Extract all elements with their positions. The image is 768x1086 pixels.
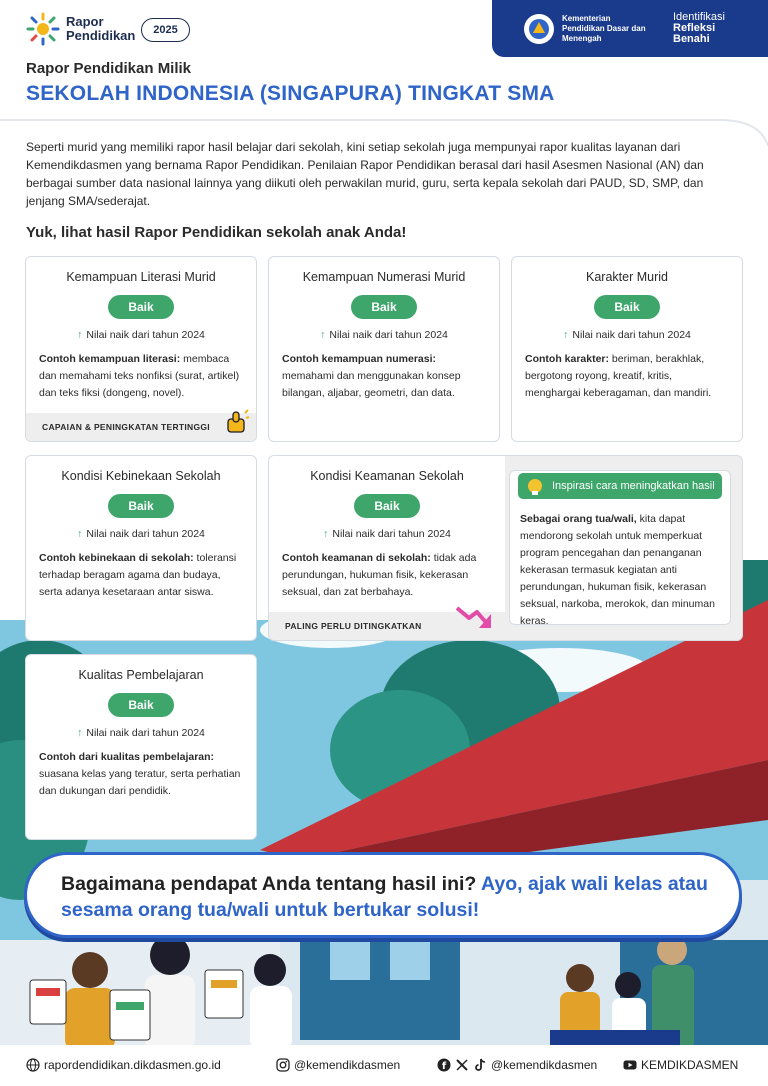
sun-logo-icon <box>26 12 60 46</box>
page-subtitle: Rapor Pendidikan Milik <box>26 60 192 77</box>
status-badge: Baik <box>354 494 420 518</box>
trend-text <box>26 329 256 341</box>
youtube-icon <box>623 1058 637 1072</box>
arrow-up-icon: ↑ <box>563 329 569 341</box>
instagram-icon <box>276 1058 290 1072</box>
ministry-emblem-icon <box>524 14 554 44</box>
instagram-label: @kemendikdasmen <box>294 1058 401 1072</box>
ministry-banner <box>492 0 768 57</box>
tip-body <box>520 511 722 630</box>
card-title: Karakter Murid <box>586 270 668 284</box>
trend-label: Nilai naik dari tahun 2024 <box>86 329 205 341</box>
status-badge: Baik <box>594 295 660 319</box>
status-badge: Baik <box>108 693 174 717</box>
trend-label: Nilai naik dari tahun 2024 <box>86 727 205 739</box>
desc-text: tidak ada perundungan, hukuman fisik, kekerasan seksual, dan zat berbahaya. <box>282 552 477 598</box>
status-badge: Baik <box>351 295 417 319</box>
ministry-line1: Kementerian <box>562 13 611 23</box>
footer-bar <box>0 1045 768 1086</box>
desc-bold: Contoh karakter: <box>525 353 610 365</box>
desc-text: membaca dan memahami teks nonfiksi (surat, artikel) dan teks fiksi (dongeng, novel). <box>39 353 240 399</box>
card-title: Kemampuan Numerasi Murid <box>302 270 466 284</box>
rapor-pendidikan-logo <box>26 12 135 46</box>
tip-box <box>509 470 731 625</box>
thumbs-up-icon <box>224 409 250 433</box>
facebook-icon <box>437 1058 451 1072</box>
arrow-up-icon: ↑ <box>77 329 83 341</box>
prompt-lead: Bagaimana pendapat Anda tentang hasil ini? <box>61 873 482 895</box>
youtube-label: KEMDIKDASMEN <box>641 1058 739 1072</box>
trend-text <box>512 329 742 341</box>
card-karakter <box>511 256 743 442</box>
card-description <box>39 351 243 402</box>
card-description <box>39 749 243 800</box>
tip-heading-label: Inspirasi cara meningkatkan hasil <box>552 480 715 492</box>
card-description <box>39 550 243 601</box>
desc-bold: Contoh kemampuan literasi: <box>39 353 181 365</box>
tiktok-icon <box>473 1058 487 1072</box>
social-links[interactable] <box>437 1058 597 1072</box>
desc-text: suasana kelas yang teratur, serta perhatian dan dukungan dari pendidik. <box>39 768 241 797</box>
card-footer <box>269 612 505 640</box>
card-literasi <box>25 256 257 442</box>
desc-bold: Contoh dari kualitas pembelajaran: <box>39 751 215 763</box>
footer-label: CAPAIAN & PENINGKATAN TERTINGGI <box>42 422 210 432</box>
intro-paragraph: Seperti murid yang memiliki rapor hasil belajar dari sekolah, kini setiap sekolah juga mempunyai rapor kualitas layanan dari Kemendikdasmen yang bernama Rapor Pendidikan. Penilaian Rapor Pendidikan berasal dari hasil Asesmen Nasional (AN) dan berbagai sumber data nasional lainnya yang diikuti oleh perwakilan murid, guru, serta kepala sekolah dari PAUD, SD, SMP, dan jenjang SMA/sederajat. <box>26 140 704 208</box>
desc-text: beriman, berakhlak, bergotong royong, kreatif, kritis, menghargai keberagaman, dan mandiri. <box>525 353 712 399</box>
desc-bold: Contoh keamanan di sekolah: <box>282 552 431 564</box>
trend-text <box>26 528 256 540</box>
status-badge: Baik <box>108 295 174 319</box>
prompt-highlight: Ayo, ajak wali kelas atau sesama orang tua/wali untuk bertukar solusi! <box>61 873 708 921</box>
ministry-line2: Pendidikan Dasar dan <box>562 23 646 33</box>
feedback-prompt <box>24 852 742 938</box>
irb-line1: Identifikasi <box>673 11 725 23</box>
x-twitter-icon <box>455 1058 469 1072</box>
tip-heading <box>518 473 722 499</box>
trend-label: Nilai naik dari tahun 2024 <box>329 329 448 341</box>
svg-text:f: f <box>441 1061 447 1072</box>
card-description <box>525 351 729 402</box>
logo-line1: Rapor <box>66 14 104 29</box>
desc-text: toleransi terhadap beragam agama dan budaya, serta adanya kesetaraan antar siswa. <box>39 552 237 598</box>
card-description <box>282 351 486 402</box>
trend-label: Nilai naik dari tahun 2024 <box>86 528 205 540</box>
arrow-up-icon: ↑ <box>323 528 329 540</box>
card-footer <box>26 413 256 441</box>
logo-line2: Pendidikan <box>66 28 136 43</box>
card-title: Kondisi Keamanan Sekolah <box>310 469 464 483</box>
globe-icon <box>26 1058 40 1072</box>
desc-bold: Contoh kemampuan numerasi: <box>282 353 437 365</box>
results-heading: Yuk, lihat hasil Rapor Pendidikan sekolah anak Anda! <box>26 224 407 241</box>
instagram-link[interactable] <box>276 1058 400 1072</box>
lightbulb-icon <box>524 475 546 497</box>
youtube-link[interactable] <box>623 1058 738 1072</box>
footer-label: PALING PERLU DITINGKATKAN <box>285 621 422 631</box>
page-title: SEKOLAH INDONESIA (SINGAPURA) TINGKAT SMA <box>26 82 555 105</box>
tip-body-text: kita dapat mendorong sekolah untuk memperkuat program pencegahan dan penanganan kekerasan termasuk kegiatan anti perundungan, hukuman fisik, kekerasan seksual, narkoba, merokok, dan minuman keras. <box>520 513 715 627</box>
card-title: Kondisi Kebinekaan Sekolah <box>61 469 221 483</box>
trend-label: Nilai naik dari tahun 2024 <box>572 329 691 341</box>
irb-line2: Refleksi <box>673 22 716 34</box>
trend-text <box>26 727 256 739</box>
desc-bold: Contoh kebinekaan di sekolah: <box>39 552 194 564</box>
website-link[interactable] <box>26 1058 221 1072</box>
trend-text <box>269 528 505 540</box>
card-numerasi <box>268 256 500 442</box>
social-label: @kemendikdasmen <box>491 1058 598 1072</box>
card-keamanan <box>268 455 743 641</box>
irb-logo <box>673 12 725 45</box>
year-badge: 2025 <box>141 18 190 42</box>
irb-line3: Benahi <box>673 33 710 45</box>
card-description <box>282 550 492 601</box>
card-pembelajaran <box>25 654 257 840</box>
status-badge: Baik <box>108 494 174 518</box>
card-title: Kualitas Pembelajaran <box>78 668 204 682</box>
arrow-up-icon: ↑ <box>320 329 326 341</box>
ministry-line3: Menengah <box>562 33 602 43</box>
card-kebinekaan <box>25 455 257 641</box>
trend-text <box>269 329 499 341</box>
card-title: Kemampuan Literasi Murid <box>66 270 216 284</box>
trend-label: Nilai naik dari tahun 2024 <box>332 528 451 540</box>
arrow-up-icon: ↑ <box>77 528 83 540</box>
website-label: rapordendidikan.dikdasmen.go.id <box>44 1058 221 1072</box>
tip-body-bold: Sebagai orang tua/wali, <box>520 513 637 525</box>
desc-text: memahami dan menggunakan konsep bilangan, aljabar, geometri, dan data. <box>282 370 461 399</box>
card-keamanan-body <box>269 456 505 612</box>
arrow-up-icon: ↑ <box>77 727 83 739</box>
trend-down-arrow-icon <box>455 604 495 630</box>
